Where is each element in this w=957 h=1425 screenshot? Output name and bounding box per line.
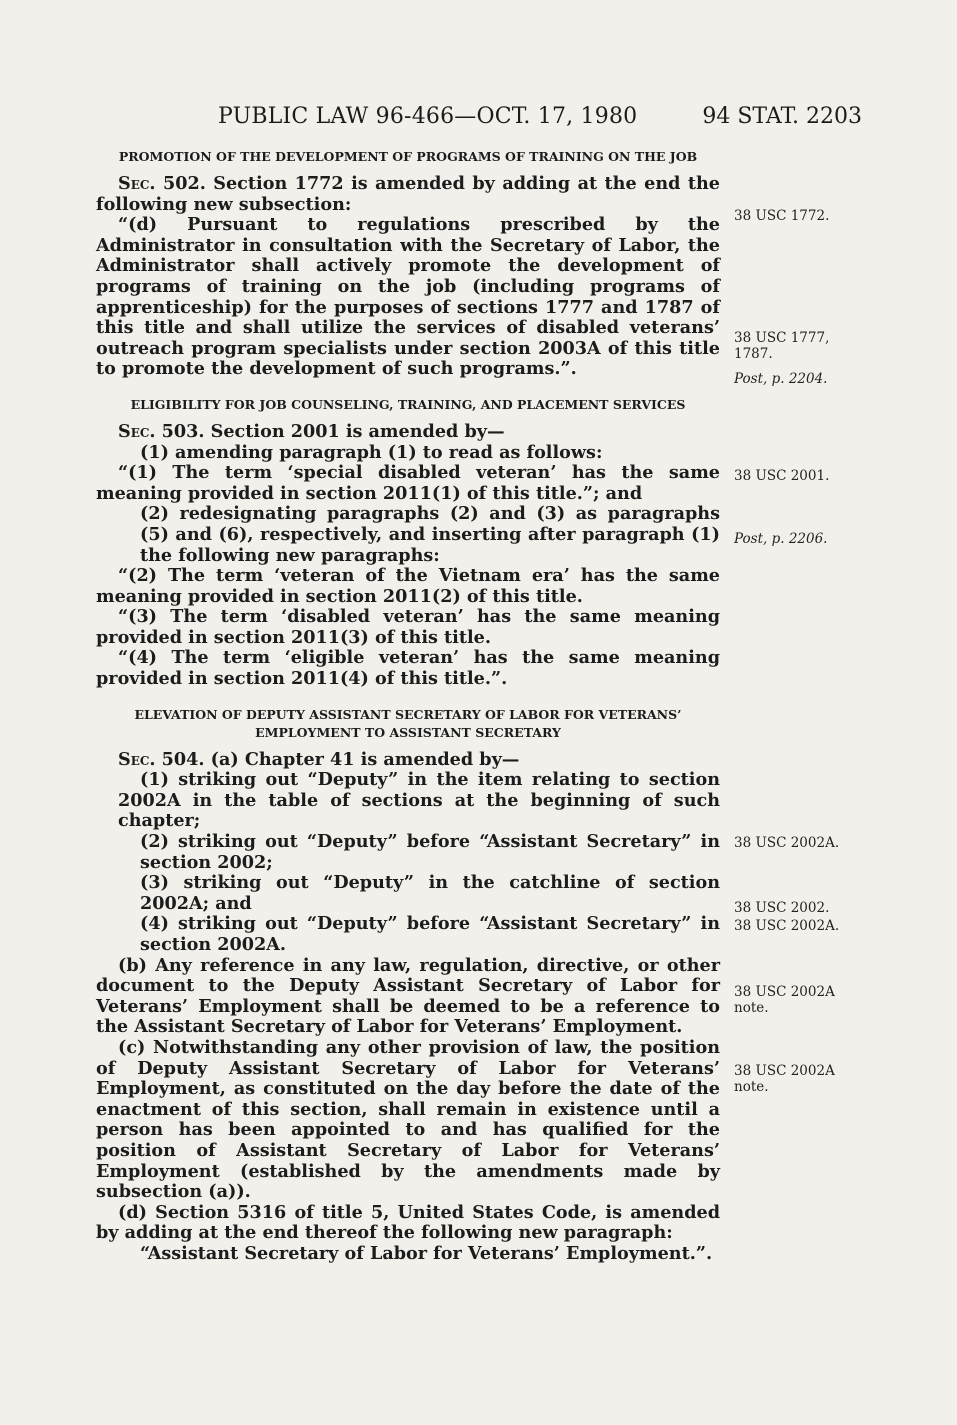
section-503-quote-2: “(2) The term ‘veteran of the Vietnam era’ has the same meaning provided in section 2011(2) of this title. (96, 565, 720, 607)
section-503-quote-4: “(4) The term ‘eligible veteran’ has the same meaning provided in section 2011(4) of this title.”. (96, 647, 720, 690)
section-502-subsection-d: “(d) Pursuant to regulations prescribed by the Administrator in consultation with the Secretary of Labor, the Administrator shall actively promote the development of programs of training on the job (including programs of apprenticeship) for the purposes of sections 1777 and 1787 of this title and shall utilize the services of disabled veterans’ outreach program specialists under section 2003A of this title to promote the development of such programs.”. (96, 214, 720, 380)
section-504-intro-text: (a) Chapter 41 is amended by— (210, 748, 520, 770)
margin-note-1777 (734, 330, 829, 362)
section-504-intro (96, 750, 720, 771)
section-502-heading: PROMOTION OF THE DEVELOPMENT OF PROGRAMS OF TRAINING ON THE JOB (118, 149, 698, 164)
section-504-heading: ELEVATION OF DEPUTY ASSISTANT SECRETARY OF LABOR FOR VETERANS’ EMPLOYMENT TO ASSISTANT SECRETARY (134, 706, 682, 740)
section-504-d-quote: “Assistant Secretary of Labor for Veterans’ Employment.”. (140, 1242, 713, 1264)
page-header (96, 104, 862, 134)
section-503-intro (96, 422, 720, 443)
section-504-a1: (1) striking out “Deputy” in the item relating to section 2002A in the table of sections at the beginning of such chapter; (118, 769, 720, 832)
section-503-item-1: (1) amending paragraph (1) to read as follows: (140, 441, 603, 463)
section-504-a4: (4) striking out “Deputy” before “Assistant Secretary” in section 2002A. (140, 913, 720, 955)
margin-note-post-2204: Post, p. 2204. (734, 371, 828, 387)
margin-note-1777-line1: 38 USC 1777, (734, 330, 830, 346)
section-504-label: Sec. 504. (118, 748, 205, 770)
main-text (96, 148, 720, 1265)
margin-note-2002a-note-1-line2: note. (734, 1000, 769, 1016)
section-504-d: (d) Section 5316 of title 5, United States Code, is amended by adding at the end thereof the following new paragraph: (96, 1201, 720, 1244)
section-504-a2: (2) striking out “Deputy” before “Assistant Secretary” in section 2002; (140, 831, 720, 873)
section-502-intro-text: Section 1772 is amended by adding at the end the following new subsection: (96, 173, 720, 215)
section-502-intro (96, 174, 720, 215)
section-504-a3: (3) striking out “Deputy” in the catchline of section 2002A; and (140, 872, 720, 914)
margin-note-post-2206: Post, p. 2206. (734, 531, 828, 547)
margin-note-2001: 38 USC 2001. (734, 468, 830, 484)
margin-note-1777-line2: 1787. (734, 346, 773, 362)
header-stat-page: 94 STAT. 2203 (702, 104, 862, 129)
section-503-label: Sec. 503. (118, 420, 205, 442)
margin-note-2002a-note-1-line1: 38 USC 2002A (734, 984, 835, 1000)
section-503-item-2: (2) redesignating paragraphs (2) and (3) as paragraphs (5) and (6), respectively, and inserting after paragraph (1) the following new paragraphs: (140, 503, 720, 566)
margin-note-2002: 38 USC 2002. (734, 900, 830, 916)
margin-note-2002a-2: 38 USC 2002A. (734, 918, 840, 934)
margin-note-2002a-note-1 (734, 984, 835, 1016)
margin-note-2002a-note-2-line1: 38 USC 2002A (734, 1063, 835, 1079)
margin-note-2002a-note-2-line2: note. (734, 1079, 769, 1095)
section-503-intro-text: Section 2001 is amended by— (210, 420, 505, 442)
margin-note-2002a-note-2 (734, 1063, 835, 1095)
section-504-b: (b) Any reference in any law, regulation, directive, or other document to the Deputy Assistant Secretary of Labor for Veterans’ Employment shall be deemed to be a reference to the Assistant Secretary of Labor for Veterans’ Employment. (96, 954, 720, 1038)
section-504-c: (c) Notwithstanding any other provision of law, the position of Deputy Assistant Secretary of Labor for Veterans’ Employment, as constituted on the day before the date of the enactment of this section, shall remain in existence until a person has been appointed to and has qualified for the position of Assistant Secretary of Labor for Veterans’ Employment (established by the amendments made by subsection (a)). (96, 1036, 720, 1203)
margin-note-2002a-1: 38 USC 2002A. (734, 835, 840, 851)
section-503-heading: ELIGIBILITY FOR JOB COUNSELING, TRAINING, AND PLACEMENT SERVICES (130, 396, 686, 412)
margin-note-1772: 38 USC 1772. (734, 208, 830, 224)
section-503-quote-3: “(3) The term ‘disabled veteran’ has the same meaning provided in section 2011(3) of this title. (96, 606, 720, 648)
header-title: PUBLIC LAW 96-466—OCT. 17, 1980 (218, 104, 638, 129)
section-503-quote-1: “(1) The term ‘special disabled veteran’ has the same meaning provided in section 2011(1) of this title.”; and (96, 462, 720, 504)
section-502-label: Sec. 502. (118, 173, 206, 194)
